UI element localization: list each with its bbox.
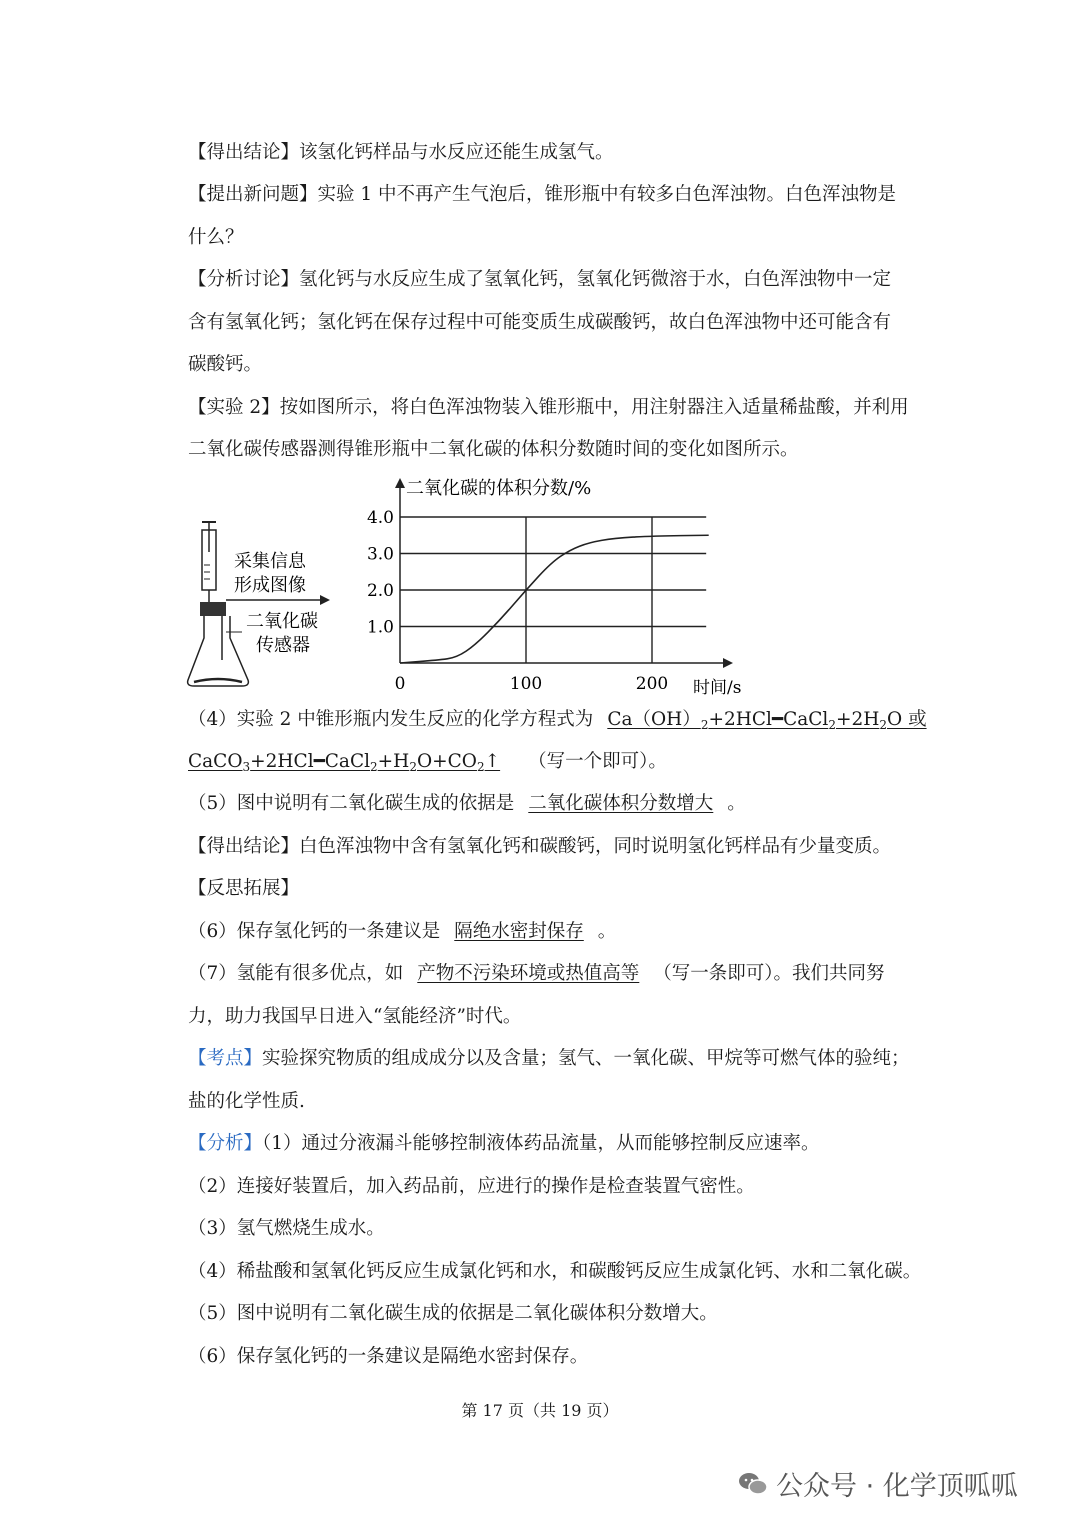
q6-answer: 隔绝水密封保存: [454, 921, 584, 942]
page-footer: 第 17 页（共 19 页）: [461, 1401, 619, 1420]
kaodian-label: 【考点】: [188, 1048, 263, 1069]
experiment-figure: [180, 470, 780, 700]
y-tick-label: 3.0: [366, 544, 394, 565]
new-question-line: 【提出新问题】实验 1 中不再产生气泡后，锥形瓶中有较多白色浑浊物。白色浑浊物是: [188, 184, 897, 205]
discussion-line: 【分析讨论】氢化钙与水反应生成了氢氧化钙，氢氧化钙微溶于水，白色浑浊物中一定: [188, 269, 892, 290]
x-tick-label: 100: [509, 674, 543, 694]
q7-line-2: 力，助力我国早日进入“氢能经济”时代。: [188, 1006, 522, 1027]
experiment2-line: 【实验 2】按如图所示，将白色浑浊物装入锥形瓶中，用注射器注入适量稀盐酸，并利用: [188, 397, 909, 418]
watermark: 公众号 · 化学顶呱呱: [738, 1464, 1018, 1503]
analysis-line: （6）保存氢化钙的一条建议是隔绝水密封保存。: [188, 1346, 589, 1367]
y-tick-label: 4.0: [366, 508, 394, 528]
q7-line: （7）氢能有很多优点，如 产物不污染环境或热值高等 （写一条即可）。我们共同努: [188, 963, 885, 984]
kaodian-line: 【考点】实验探究物质的组成成分以及含量；氢气、一氧化碳、甲烷等可燃气体的验纯；: [188, 1048, 910, 1069]
discussion-line-2: 含有氢氧化钙；氢化钙在保存过程中可能变质生成碳酸钙，故白色浑浊物中还可能含有: [188, 312, 892, 333]
q7-answer: 产物不污染环境或热值高等: [417, 963, 640, 984]
q4-answer-part1: $Ca(OH)_2+2HCl━CaCl_2+2H_2O$ 或: [607, 709, 927, 732]
wechat-icon: [738, 1471, 768, 1497]
q4-line-1: （4）实验 2 中锥形瓶内发生反应的化学方程式为 $Ca(OH)_2+2HCl━CaCl_2+2H_2O$ 或: [188, 708, 941, 732]
co2-chart: [180, 470, 780, 700]
x-axis-arrow: [723, 658, 733, 668]
conclusion-line: 【得出结论】该氢化钙样品与水反应还能生成氢气。: [188, 142, 614, 163]
analysis-line: （2）连接好装置后，加入药品前，应进行的操作是检查装置气密性。: [188, 1176, 755, 1197]
sensor-label-2: 传感器: [256, 635, 310, 656]
discussion-line-3: 碳酸钙。: [188, 354, 263, 375]
kaodian-line-2: 盐的化学性质.: [188, 1091, 305, 1112]
reflection-heading: 【反思拓展】: [188, 878, 300, 899]
q6-line: （6）保存氢化钙的一条建议是 隔绝水密封保存 。: [188, 921, 617, 942]
sensor-label-1: 二氧化碳: [246, 611, 318, 632]
fenxi-line: 【分析】（1）通过分液漏斗能够控制液体药品流量，从而能够控制反应速率。: [188, 1133, 820, 1154]
analysis-line: （4）稀盐酸和氢氧化钙反应生成氯化钙和水，和碳酸钙反应生成氯化钙、水和二氧化碳。: [188, 1261, 922, 1282]
chart-title: 二氧化碳的体积分数/%: [406, 478, 592, 499]
q4-answer-part2: $CaCO_3+2HCl━CaCl_2+H_2O+CO_2↑$: [188, 751, 501, 774]
experiment2-line-2: 二氧化碳传感器测得锥形瓶中二氧化碳的体积分数随时间的变化如图所示。: [188, 439, 799, 460]
analysis-line: （5）图中说明有二氧化碳生成的依据是二氧化碳体积分数增大。: [188, 1303, 718, 1324]
new-question-line-2: 什么？: [188, 227, 244, 248]
q4-line-2: $CaCO_3+2HCl━CaCl_2+H_2O+CO_2↑$ （写一个即可）。: [188, 751, 667, 774]
x-tick-label: 0: [394, 674, 406, 694]
y-tick-label: 2.0: [366, 581, 394, 601]
analysis-line: （3）氢气燃烧生成水。: [188, 1218, 385, 1239]
x-axis-label: 时间/s: [693, 678, 742, 698]
q5-line: （5）图中说明有二氧化碳生成的依据是 二氧化碳体积分数增大 。: [188, 793, 746, 814]
conclusion2-line: 【得出结论】白色浑浊物中含有氢氧化钙和碳酸钙，同时说明氢化钙样品有少量变质。: [188, 836, 892, 857]
q5-answer: 二氧化碳体积分数增大: [528, 793, 714, 814]
series-line-co2: [400, 535, 709, 663]
x-tick-label: 200: [635, 674, 669, 694]
fenxi-label: 【分析】: [188, 1133, 263, 1154]
y-tick-label: 1.0: [366, 617, 394, 638]
y-axis-arrow: [395, 478, 405, 488]
collect-label-2: 形成图像: [234, 575, 306, 596]
collect-label-1: 采集信息: [234, 551, 306, 572]
